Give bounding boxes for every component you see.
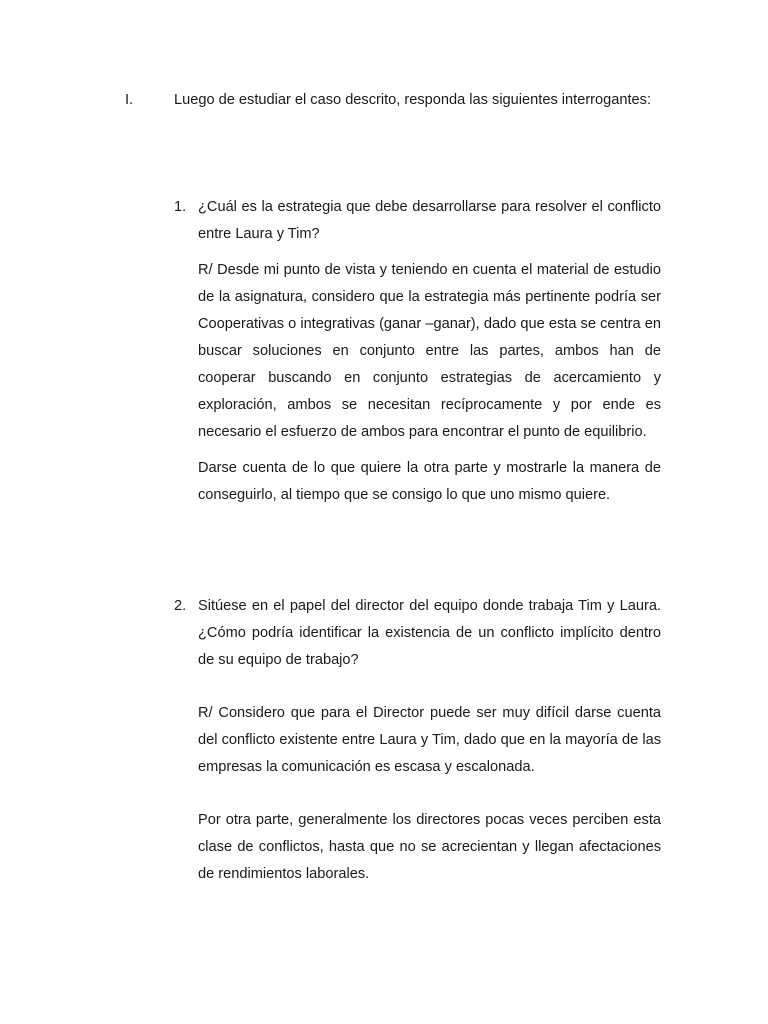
question-1-answer-paragraph-2: Darse cuenta de lo que quiere la otra parte y mostrarle la manera de conseguirlo, al tiempo que se consigo lo que uno mismo quiere.: [198, 460, 661, 503]
section-marker: I.: [125, 92, 134, 108]
question-2-answer-paragraph-1: R/ Considero que para el Director puede ser muy difícil darse cuenta del conflicto existente entre Laura y Tim, dado que en la mayoría de las empresas la comunicación es escasa y escalonada.: [198, 705, 661, 775]
question-2-answer-paragraph-2: Por otra parte, generalmente los directores pocas veces perciben esta clase de conflictos, hasta que no se acrecientan y llegan afectaciones de rendimientos laborales.: [198, 812, 661, 882]
question-1-number: 1.: [174, 199, 187, 215]
question-2-text: Sitúese en el papel del director del equipo donde trabaja Tim y Laura. ¿Cómo podría identificar la existencia de un conflicto implícito dentro de su equipo de trabajo?: [198, 598, 661, 668]
question-1-text: ¿Cuál es la estrategia que debe desarrollarse para resolver el conflicto entre Laura y Tim?: [198, 199, 661, 242]
question-1-answer-paragraph-1: R/ Desde mi punto de vista y teniendo en cuenta el material de estudio de la asignatura, considero que la estrategia más pertinente podría ser Cooperativas o integrativas (ganar –ganar), dado que esta se centra en buscar soluciones en conjunto entre las partes, ambos han de cooperar buscando en conjunto estrategias de acercamiento y exploración, ambos se necesitan recíprocamente y por ende es necesario el esfuerzo de ambos para encontrar el punto de equilibrio.: [198, 262, 661, 440]
section-intro: Luego de estudiar el caso descrito, responda las siguientes interrogantes:: [174, 92, 652, 108]
question-2-number: 2.: [174, 598, 187, 614]
